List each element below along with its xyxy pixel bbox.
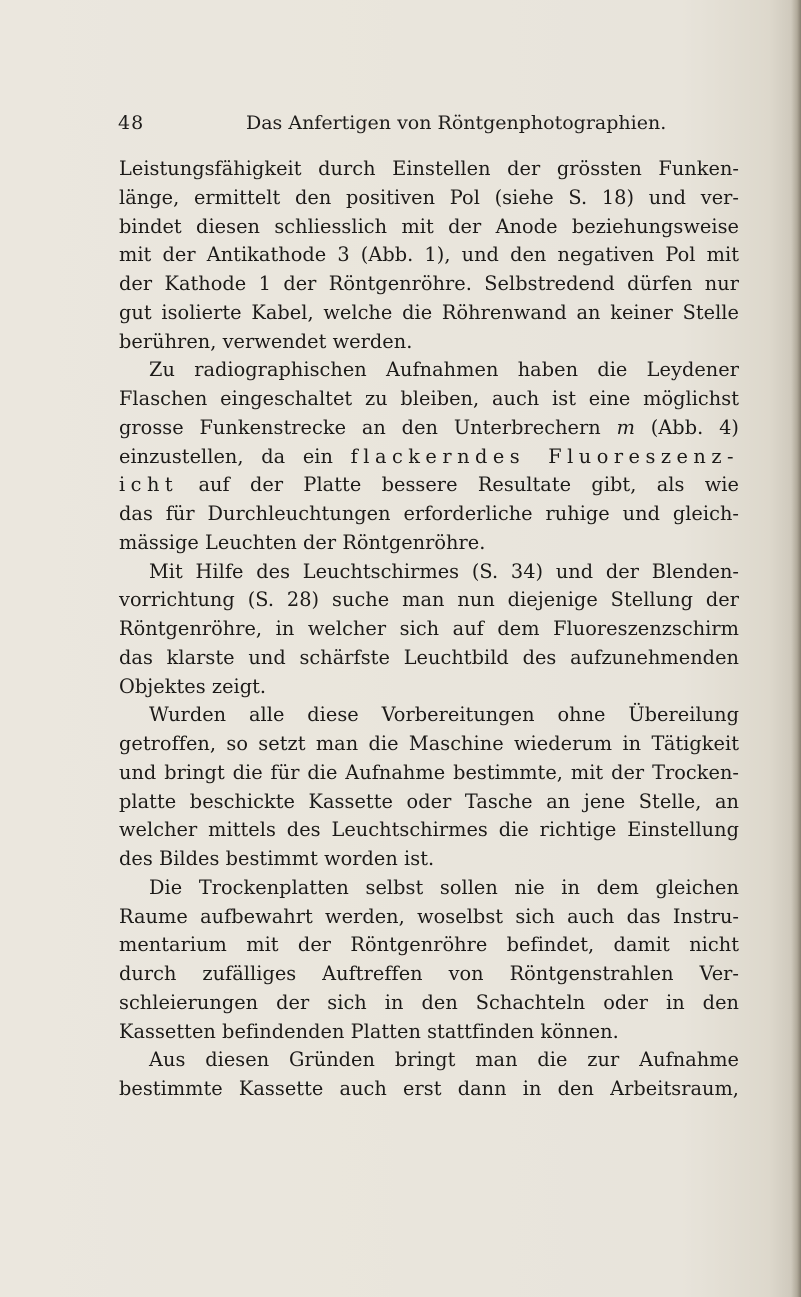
italic-letter: m — [616, 415, 635, 439]
text-segment: einzustellen, da ein — [119, 444, 333, 468]
running-title: Das Anfertigen von Röntgenphotographien. — [246, 112, 667, 134]
text-line — [119, 443, 739, 472]
text-line: durch zufälliges Auftreffen von Röntgenstrahlen Ver- — [119, 962, 739, 985]
text-line: getroffen, so setzt man die Maschine wiederum in Tätigkeit — [119, 732, 739, 755]
text-line: Raume aufbewahrt werden, woselbst sich auch das Instru- — [119, 904, 739, 928]
text-line: mit der Antikathode 3 (Abb. 1), und den negativen Pol mit — [119, 243, 739, 267]
spaced-emphasis: icht — [119, 473, 179, 497]
text-line: gut isolierte Kabel, welche die Röhrenwand an keiner Stelle — [119, 300, 739, 324]
text-line: das für Durchleuchtungen erforderliche ruhige und gleich- — [119, 502, 739, 525]
spaced-emphasis: flackerndes Fluoreszenz- — [350, 444, 739, 468]
text-line: vorrichtung (S. 28) suche man nun diejenige Stellung der — [119, 588, 739, 612]
text-line: schleierungen der sich in den Schachteln oder in den — [119, 990, 739, 1014]
text-line: Wurden alle diese Vorbereitungen ohne Übereilung — [149, 703, 739, 727]
text-line: Flaschen eingeschaltet zu bleiben, auch ist eine möglichst — [119, 387, 739, 410]
text-line: des Bildes bestimmt worden ist. — [119, 847, 435, 870]
text-line — [119, 471, 739, 500]
text-line: Die Trockenplatten selbst sollen nie in dem gleichen — [149, 875, 739, 899]
text-line: das klarste und schärfste Leuchtbild des aufzunehmenden — [119, 645, 739, 669]
text-line: Mit Hilfe des Leuchtschirmes (S. 34) und der Blenden- — [149, 559, 739, 583]
text-line: mässige Leuchten der Röntgenröhre. — [119, 530, 486, 554]
text-line: bestimmte Kassette auch erst dann in den Arbeitsraum, — [119, 1077, 739, 1100]
text-segment: grosse Funkenstrecke an den Unterbrechern — [119, 415, 601, 439]
text-line: Kassetten befindenden Platten stattfinden können. — [119, 1019, 619, 1043]
text-line: bindet diesen schliesslich mit der Anode beziehungsweise — [119, 214, 739, 238]
text-line: Leistungsfähigkeit durch Einstellen der grössten Funken- — [119, 157, 739, 180]
text-line: und bringt die für die Aufnahme bestimmte, mit der Trocken- — [119, 760, 739, 784]
text-segment: (Abb. 4) — [650, 415, 739, 439]
page-header — [118, 112, 678, 142]
text-line: berühren, verwendet werden. — [119, 329, 413, 353]
text-line — [119, 414, 739, 443]
text-line: länge, ermittelt den positiven Pol (siehe S. 18) und ver- — [119, 185, 739, 209]
page-edge-shadow — [791, 0, 801, 1297]
page-number: 48 — [118, 112, 145, 134]
body-text — [119, 155, 739, 1104]
text-line: mentarium mit der Röntgenröhre befindet, damit nicht — [119, 933, 739, 957]
text-line: welcher mittels des Leuchtschirmes die richtige Einstellung — [119, 818, 739, 842]
text-line: Objektes zeigt. — [119, 674, 267, 698]
text-line: platte beschickte Kassette oder Tasche an jene Stelle, an — [119, 789, 739, 813]
text-line: Zu radiographischen Aufnahmen haben die Leydener — [149, 358, 739, 382]
text-line: der Kathode 1 der Röntgenröhre. Selbstredend dürfen nur — [119, 272, 739, 295]
text-line: Aus diesen Gründen bringt man die zur Aufnahme — [149, 1048, 739, 1072]
text-line: Röntgenröhre, in welcher sich auf dem Fluoreszenzschirm — [119, 617, 739, 640]
text-segment: auf der Platte bessere Resultate gibt, als wie — [198, 473, 739, 497]
